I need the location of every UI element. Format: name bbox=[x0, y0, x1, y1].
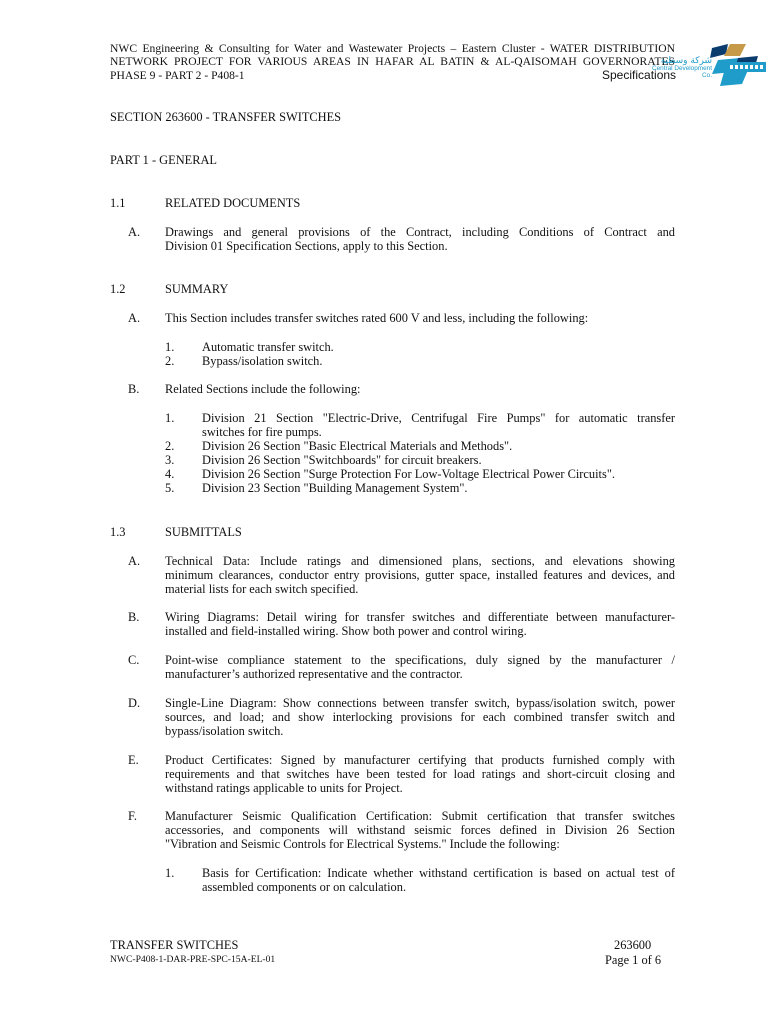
paragraph-text: Product Certificates: Signed by manufacturer certifying that products furnished comply with requirements and that switches have been tested for load ratings and short-circuit closing and withstand ratings applicable to units for Project. bbox=[165, 753, 675, 795]
article-number: 1.3 bbox=[110, 525, 126, 539]
list-item-number: 4. bbox=[165, 467, 175, 481]
paragraph-letter: A. bbox=[128, 311, 141, 325]
paragraph-letter: C. bbox=[128, 653, 140, 667]
list-item-text: Division 23 Section "Building Management System". bbox=[202, 481, 468, 495]
list-item-number: 5. bbox=[165, 481, 175, 495]
list-item-number: 2. bbox=[165, 354, 175, 368]
article-title: SUMMARY bbox=[165, 282, 229, 296]
list-item-number: 1. bbox=[165, 411, 175, 425]
paragraph-text: This Section includes transfer switches rated 600 V and less, including the following: bbox=[165, 311, 589, 325]
header-line-1: NWC Engineering & Consulting for Water and Wastewater Projects – Eastern Cluster - WATER DISTRIBUTION bbox=[110, 42, 675, 55]
list-item-text: Bypass/isolation switch. bbox=[202, 354, 323, 368]
list-item-text: Division 21 Section "Electric-Drive, Centrifugal Fire Pumps" for automatic transfer switches for fire pumps. bbox=[202, 411, 675, 439]
logo-company-text: Central Development Co. bbox=[651, 65, 712, 79]
specifications-label: Specifications bbox=[602, 68, 677, 82]
article-number: 1.2 bbox=[110, 282, 126, 296]
list-item-text: Division 26 Section "Basic Electrical Materials and Methods". bbox=[202, 439, 513, 453]
paragraph-text: Manufacturer Seismic Qualification Certification: Submit certification that transfer switches accessories, and components will withstand seismic forces defined in Division 26 Section "Vibration and Seismic Controls for Electrical Systems." Include the following: bbox=[165, 809, 675, 851]
section-title: SECTION 263600 - TRANSFER SWITCHES bbox=[110, 110, 342, 124]
paragraph-text: Drawings and general provisions of the Contract, including Conditions of Contract and Division 01 Specification Sections, apply to this Section. bbox=[165, 225, 675, 253]
footer-doc-code: NWC-P408-1-DAR-PRE-SPC-15A-EL-01 bbox=[110, 954, 276, 965]
list-item-number: 1. bbox=[165, 340, 175, 354]
paragraph-text: Technical Data: Include ratings and dimensioned plans, sections, and elevations showing minimum clearances, conductor entry provisions, gutter space, installed features and devices, and material lists for each switch specified. bbox=[165, 554, 675, 596]
paragraph-letter: D. bbox=[128, 696, 141, 710]
article-title: RELATED DOCUMENTS bbox=[165, 196, 301, 210]
footer-section-number: 263600 bbox=[614, 938, 652, 952]
paragraph-letter: A. bbox=[128, 225, 141, 239]
list-item-text: Automatic transfer switch. bbox=[202, 340, 334, 354]
paragraph-text: Point-wise compliance statement to the specifications, duly signed by the manufacturer / manufacturer’s authorized representative and the contractor. bbox=[165, 653, 675, 681]
paragraph-letter: A. bbox=[128, 554, 141, 568]
list-item-text: Basis for Certification: Indicate whether withstand certification is based on actual test of assembled components or on calculation. bbox=[202, 866, 675, 894]
paragraph-letter: B. bbox=[128, 382, 140, 396]
list-item-text: Division 26 Section "Surge Protection For Low-Voltage Electrical Power Circuits". bbox=[202, 467, 615, 481]
paragraph-letter: B. bbox=[128, 610, 140, 624]
list-item-number: 1. bbox=[165, 866, 175, 880]
header-line-3: PHASE 9 - PART 2 - P408-1 bbox=[110, 68, 245, 82]
footer-title: TRANSFER SWITCHES bbox=[110, 938, 239, 952]
page-header bbox=[110, 42, 675, 82]
paragraph-text: Related Sections include the following: bbox=[165, 382, 361, 396]
paragraph-letter: E. bbox=[128, 753, 139, 767]
paragraph-text: Wiring Diagrams: Detail wiring for transfer switches and differentiate between manufacturer- installed and field-installed wiring. Show both power and control wiring. bbox=[165, 610, 675, 638]
footer-page-number: Page 1 of 6 bbox=[605, 953, 662, 967]
list-item-text: Division 26 Section "Switchboards" for circuit breakers. bbox=[202, 453, 482, 467]
logo-arabic-text: شركة وسطية bbox=[660, 56, 712, 66]
paragraph-letter: F. bbox=[128, 809, 137, 823]
article-title: SUBMITTALS bbox=[165, 525, 242, 539]
header-line-2: NETWORK PROJECT FOR VARIOUS AREAS IN HAFAR AL BATIN & AL-QAISOMAH GOVERNORATES bbox=[110, 55, 675, 69]
article-number: 1.1 bbox=[110, 196, 126, 210]
list-item-number: 2. bbox=[165, 439, 175, 453]
part-title: PART 1 - GENERAL bbox=[110, 153, 217, 167]
list-item-number: 3. bbox=[165, 453, 175, 467]
paragraph-text: Single-Line Diagram: Show connections between transfer switch, bypass/isolation switch, power sources, and load; and show interlocking provisions for each combined transfer switch and bypass/isolation switch. bbox=[165, 696, 675, 738]
